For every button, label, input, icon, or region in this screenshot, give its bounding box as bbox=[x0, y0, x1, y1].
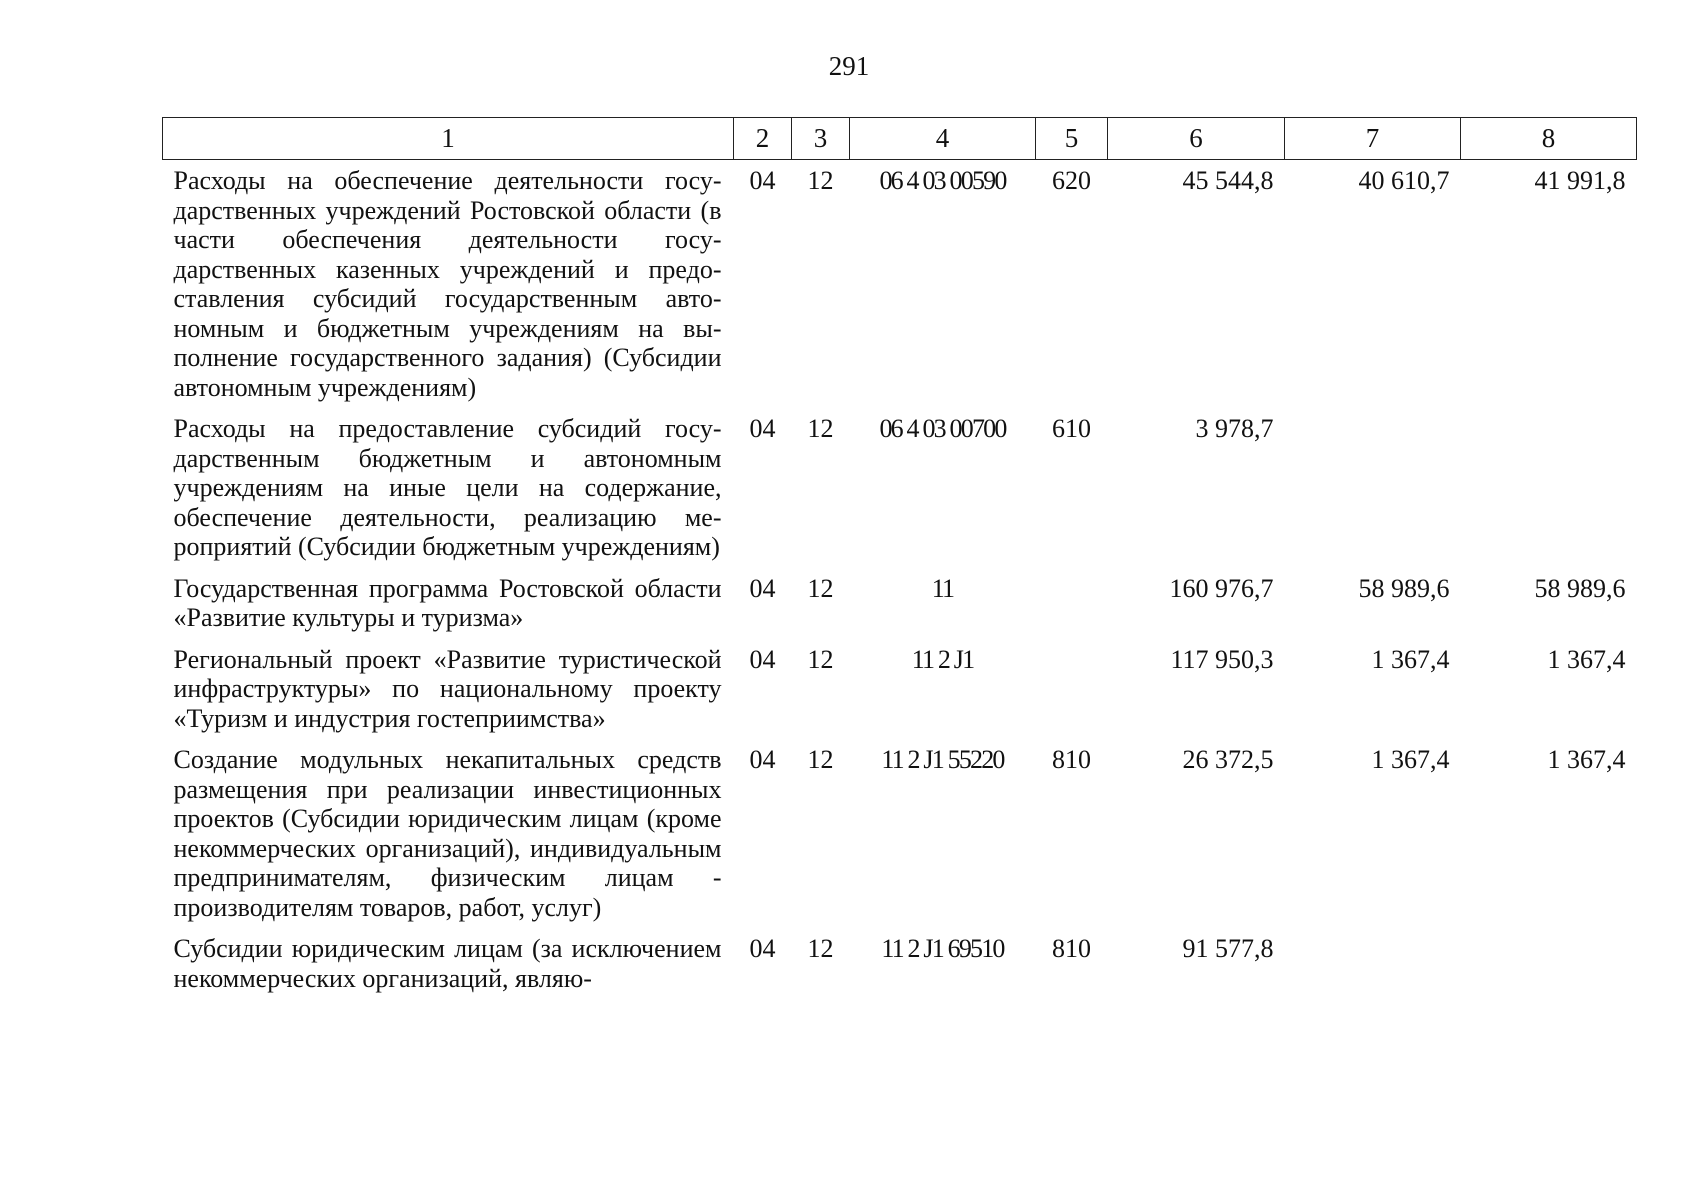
amount-col-6: 160 976,7 bbox=[1169, 573, 1274, 603]
expense-name: Субсидии юридическим лицам (за исключением некоммерческих организаций, являю- bbox=[173, 934, 722, 993]
table-row bbox=[163, 402, 1637, 562]
target-article-code: 11 2 J1 bbox=[911, 644, 974, 674]
table-row bbox=[163, 922, 1637, 993]
expense-type-code: 810 bbox=[1052, 745, 1091, 774]
amount-col-7 bbox=[1285, 922, 1461, 993]
table-header-row bbox=[163, 118, 1637, 160]
amount-col-7: 1 367,4 bbox=[1371, 644, 1450, 674]
amount-col-7: 1 367,4 bbox=[1371, 745, 1450, 774]
expense-name: Региональный проект «Развитие туристической инфраструктуры» по национальному проекту «Туризм и индустрия гостеприимства» bbox=[173, 644, 722, 733]
table-row bbox=[163, 633, 1637, 734]
table-row bbox=[163, 160, 1637, 403]
section-code: 04 bbox=[749, 573, 776, 603]
target-article-code: 06 4 03 00700 bbox=[879, 414, 1006, 443]
expense-name: Государственная программа Ростовской области «Развитие культуры и туризма» bbox=[173, 573, 722, 632]
section-code: 04 bbox=[749, 644, 776, 674]
target-article-code: 11 bbox=[931, 573, 954, 603]
section-code: 04 bbox=[749, 934, 776, 963]
amount-col-7 bbox=[1285, 402, 1461, 562]
amount-col-8: 1 367,4 bbox=[1547, 644, 1626, 674]
subsection-code: 12 bbox=[807, 414, 834, 443]
subsection-code: 12 bbox=[807, 934, 834, 963]
expense-type-code: 610 bbox=[1052, 414, 1091, 443]
amount-col-8: 58 989,6 bbox=[1534, 573, 1626, 603]
expense-name: Расходы на обеспечение деятельности государственных учреждений Ростовской области (в части обеспечения деятельности государственных казенных учреждений и предоставления субсидий государственным автономным и бюджетным учреждениям на выполнение государственного задания) (Субсидии автономным учреждениям) bbox=[173, 166, 722, 402]
amount-col-6: 45 544,8 bbox=[1182, 166, 1274, 195]
subsection-code: 12 bbox=[807, 166, 834, 195]
expense-type-code: 620 bbox=[1052, 166, 1091, 195]
expense-type-code bbox=[1036, 562, 1108, 633]
amount-col-6: 3 978,7 bbox=[1195, 414, 1274, 443]
amount-col-8 bbox=[1461, 402, 1637, 562]
column-header-4: 4 bbox=[850, 118, 1036, 160]
amount-col-6: 117 950,3 bbox=[1170, 644, 1274, 674]
section-code: 04 bbox=[749, 745, 776, 774]
amount-col-7: 40 610,7 bbox=[1358, 166, 1450, 195]
section-code: 04 bbox=[749, 414, 776, 443]
column-header-8: 8 bbox=[1461, 118, 1637, 160]
column-header-6: 6 bbox=[1108, 118, 1285, 160]
subsection-code: 12 bbox=[807, 644, 834, 674]
expense-type-code bbox=[1036, 633, 1108, 734]
expense-name: Создание модульных некапитальных средств размещения при реализации инвестиционных проектов (Субсидии юридическим лицам (кроме некоммерческих организаций), индивидуальным предпринимателям, физическим лицам - производителям товаров, работ, услуг) bbox=[173, 745, 722, 922]
amount-col-8: 41 991,8 bbox=[1534, 166, 1626, 195]
page-number: 291 bbox=[828, 51, 870, 81]
subsection-code: 12 bbox=[807, 745, 834, 774]
table-row bbox=[163, 562, 1637, 633]
target-article-code: 06 4 03 00590 bbox=[879, 166, 1006, 195]
target-article-code: 11 2 J1 69510 bbox=[881, 934, 1004, 963]
section-code: 04 bbox=[749, 166, 776, 195]
table-row bbox=[163, 733, 1637, 922]
column-header-5: 5 bbox=[1036, 118, 1108, 160]
expense-type-code: 810 bbox=[1052, 934, 1091, 963]
amount-col-7: 58 989,6 bbox=[1358, 573, 1450, 603]
expense-name: Расходы на предоставление субсидий государственным бюджетным и автономным учреждениям на иные цели на содержание, обеспечение деятельности, реализацию мероприятий (Субсидии бюджетным учреждениям) bbox=[173, 414, 722, 561]
budget-table bbox=[162, 117, 1637, 993]
amount-col-6: 91 577,8 bbox=[1182, 934, 1274, 963]
subsection-code: 12 bbox=[807, 573, 834, 603]
column-header-3: 3 bbox=[792, 118, 850, 160]
column-header-7: 7 bbox=[1285, 118, 1461, 160]
column-header-1: 1 bbox=[163, 118, 734, 160]
target-article-code: 11 2 J1 55220 bbox=[881, 745, 1004, 774]
column-header-2: 2 bbox=[734, 118, 792, 160]
amount-col-8 bbox=[1461, 922, 1637, 993]
amount-col-8: 1 367,4 bbox=[1547, 745, 1626, 774]
amount-col-6: 26 372,5 bbox=[1182, 745, 1274, 774]
